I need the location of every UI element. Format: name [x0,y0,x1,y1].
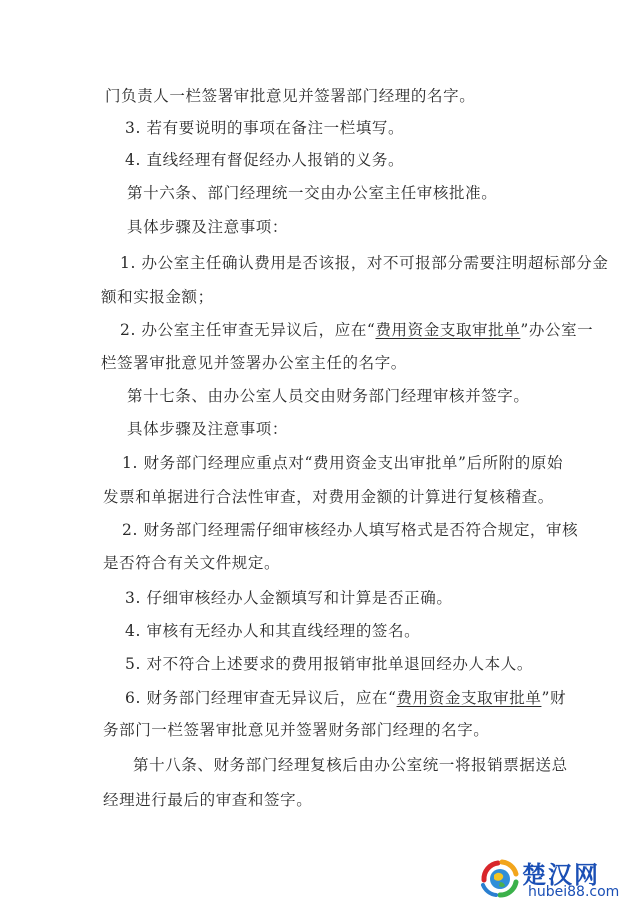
text-line: 1. 办公室主任确认费用是否该报，对不可报部分需要注明超标部分金 [120,254,609,272]
text-line: 是否符合有关文件规定。 [103,554,281,572]
form-link[interactable]: 费用资金支取审批单 [375,321,521,339]
article-heading: 第十八条、财务部门经理复核后由办公室统一将报销票据送总 [133,756,568,774]
watermark-logo [478,855,638,903]
text-segment: ”办公室一 [520,321,594,339]
article-heading: 第十七条、由办公室人员交由财务部门经理审核并签字。 [127,387,530,405]
text-segment: ”财 [541,689,567,707]
text-line: 门负责人一栏签署审批意见并签署部门经理的名字。 [105,87,476,105]
form-link[interactable]: 费用资金支取审批单 [396,689,542,707]
article-heading: 第十六条、部门经理统一交由办公室主任审核批准。 [127,184,498,202]
text-line: 3. 若有要说明的事项在备注一栏填写。 [125,119,405,137]
text-line [125,688,566,708]
text-line: 5. 对不符合上述要求的费用报销审批单退回经办人本人。 [125,655,533,673]
watermark-name: 楚汉网 [522,861,600,889]
text-segment: 6. 财务部门经理审查无异议后，应在“ [125,689,397,707]
text-line: 栏签署审批意见并签署办公室主任的名字。 [101,354,407,372]
text-line: 经理进行最后的审查和签字。 [103,791,313,809]
text-line: 1. 财务部门经理应重点对“费用资金支出审批单”后所附的原始 [122,454,564,472]
text-line: 具体步骤及注意事项： [127,218,289,236]
text-line: 务部门一栏签署审批意见并签署财务部门经理的名字。 [103,721,490,739]
text-line: 2. 财务部门经理需仔细审核经办人填写格式是否符合规定，审核 [122,521,579,539]
text-line: 额和实报金额； [101,288,214,306]
globe-logo-icon [478,858,522,898]
text-line: 3. 仔细审核经办人金额填写和计算是否正确。 [125,589,453,607]
text-line: 具体步骤及注意事项： [127,420,289,438]
text-line: 4. 直线经理有督促经办人报销的义务。 [125,151,405,169]
text-line [120,320,593,340]
text-line: 4. 审核有无经办人和其直线经理的签名。 [125,622,421,640]
text-line: 发票和单据进行合法性审查，对费用金额的计算进行复核稽查。 [103,488,554,506]
watermark-domain: hubei88.com [528,884,620,900]
text-segment: 2. 办公室主任审查无异议后，应在“ [120,321,376,339]
